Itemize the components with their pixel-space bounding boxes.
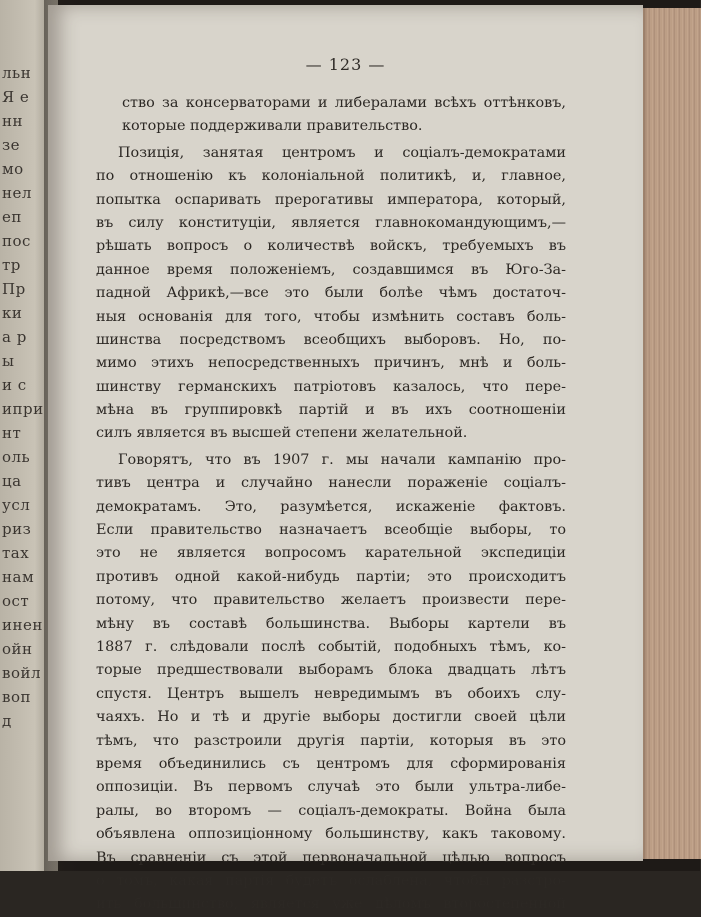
text-line: 1887 г. слѣдовали послѣ событій, подобныхъ тѣмъ, ко- xyxy=(96,638,566,655)
left-page-fragment: д xyxy=(2,712,12,730)
left-page-fragment: ипри xyxy=(2,400,44,418)
text-line: ралы, во второмъ — соціалъ-демократы. Война была xyxy=(96,802,566,819)
left-page-fragment: еп xyxy=(2,208,22,226)
left-page-fragment: войл xyxy=(2,664,42,682)
left-page-fragment: нт xyxy=(2,424,22,442)
text-line: спустя. Центръ вышелъ невредимымъ въ обоихъ слу- xyxy=(96,685,566,702)
left-page-fragment: воп xyxy=(2,688,31,706)
text-line: мимо этихъ непосредственныхъ причинъ, мнѣ и боль- xyxy=(96,355,566,372)
left-page-fragment: тах xyxy=(2,544,30,562)
left-page-fragment: тр xyxy=(2,256,21,274)
text-line: тивъ центра и случайно нанесли пораженіе соціалъ- xyxy=(96,475,566,492)
left-page-fragment: ы xyxy=(2,352,15,370)
text-line: Позиція, занятая центромъ и соціалъ-демократами xyxy=(118,144,566,161)
text-line: ныя основанія для того, чтобы измѣнить составъ боль- xyxy=(96,308,566,325)
left-page-fragment: ойн xyxy=(2,640,33,658)
text-line: демократамъ. Это, разумѣется, искаженіе фактовъ. xyxy=(96,498,566,515)
text-line: Если правительство назначаетъ всеобщіе выборы, то xyxy=(96,522,566,539)
text-line: въ силу конституціи, является главнокомандующимъ,— xyxy=(96,214,566,231)
left-page-fragment: нн xyxy=(2,112,23,130)
text-line: рѣшать вопросъ о количествѣ войскъ, требуемыхъ въ xyxy=(96,238,566,255)
text-line: время объединились съ центромъ для сформированія xyxy=(96,755,566,772)
left-page-fragment: ки xyxy=(2,304,23,322)
left-page-fragment: зе xyxy=(2,136,21,154)
page-body xyxy=(96,92,566,917)
left-page-fragment: и с xyxy=(2,376,27,394)
left-page-fragment: нам xyxy=(2,568,35,586)
left-page-fragment: ост xyxy=(2,592,30,610)
text-line: попытка оспаривать прерогативы императора, который, xyxy=(96,191,566,208)
page-number: — 123 — xyxy=(305,55,386,74)
left-page-fragment: риз xyxy=(2,520,32,538)
text-line: по отношенію къ колоніальной политикѣ, и, главное, xyxy=(96,168,566,185)
text-line: ство за консерваторами и либералами всѣхъ оттѣнковъ, xyxy=(122,95,566,111)
text-line: объявлена оппозиціонному большинству, какъ таковому. xyxy=(96,826,566,843)
left-page-fragment: Пр xyxy=(2,280,26,298)
text-line: оппозиціи. Въ первомъ случаѣ это были ультра-либе- xyxy=(96,779,566,796)
text-line: торые предшествовали выборамъ блока двадцать лѣтъ xyxy=(96,662,566,679)
text-line: потому, что правительство желаетъ произвести пере- xyxy=(96,592,566,609)
text-line: падной Африкѣ,—все это были болѣе чѣмъ достаточ- xyxy=(96,285,566,302)
left-page-fragment: пос xyxy=(2,232,31,250)
left-page-fragment: инен xyxy=(2,616,43,634)
text-line: противъ одной какой-нибудь партіи; это происходитъ xyxy=(96,568,566,585)
text-line: чаяхъ. Но и тѣ и другіе выборы достигли своей цѣли xyxy=(96,709,566,726)
text-line: силъ является въ высшей степени желательной. xyxy=(96,425,468,442)
text-line: мѣну въ составѣ большинства. Выборы картели въ xyxy=(96,615,566,632)
text-line: мѣна въ группировкѣ партій и въ ихъ соотношеніи xyxy=(96,402,566,419)
left-page-fragment: ца xyxy=(2,472,22,490)
text-line: данное время положеніемъ, создавшимся въ Юго-За- xyxy=(96,261,566,278)
text-line: шинства посредствомъ всеобщихъ выборовъ. Но, по- xyxy=(96,331,566,348)
text-line: шинству германскихъ патріотовъ казалось, что пере- xyxy=(96,378,566,395)
text-line: ить большинство, является уже дѣломъ второстепенной xyxy=(96,896,566,913)
book-page xyxy=(48,5,643,913)
text-line: о томъ, какая партія будетъ ослаблена, чтобы разстро- xyxy=(96,872,566,889)
text-line: тѣмъ, что разстроили другія партіи, которыя въ это xyxy=(96,732,566,749)
left-page-fragment: усл xyxy=(2,496,31,514)
text-line: это не является вопросомъ карательной экспедиціи xyxy=(96,545,566,562)
left-page-fragment: оль xyxy=(2,448,31,466)
text-line: Говорятъ, что въ 1907 г. мы начали кампанію про- xyxy=(118,451,566,468)
text-line: которые поддерживали правительство. xyxy=(122,118,423,135)
left-page-fragment: мо xyxy=(2,160,24,178)
text-line: Въ сравненіи съ этой первоначальной цѣлью вопросъ xyxy=(96,849,566,866)
left-page-fragment: нел xyxy=(2,184,32,202)
left-page-fragment: льн xyxy=(2,64,32,82)
left-page-fragment: Я е xyxy=(2,88,30,106)
page-edges xyxy=(640,8,701,859)
left-page-fragment: а р xyxy=(2,328,27,346)
